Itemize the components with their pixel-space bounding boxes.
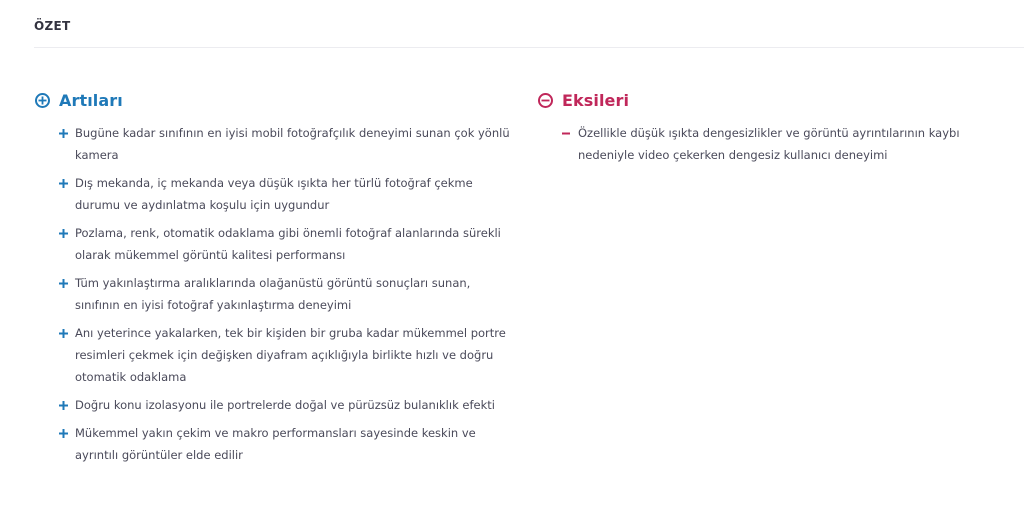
pros-item bbox=[35, 172, 510, 216]
plus-circle-icon bbox=[35, 93, 50, 108]
pros-title: Artıları bbox=[59, 90, 123, 110]
pros-column bbox=[35, 88, 510, 472]
plus-icon bbox=[58, 222, 69, 244]
pros-list bbox=[35, 122, 510, 466]
plus-icon bbox=[58, 122, 69, 144]
cons-title: Eksileri bbox=[562, 90, 630, 110]
cons-list bbox=[538, 122, 998, 166]
minus-icon bbox=[560, 122, 571, 144]
cons-column bbox=[538, 88, 998, 172]
plus-icon bbox=[58, 394, 69, 416]
plus-icon bbox=[58, 272, 69, 294]
divider bbox=[34, 47, 1024, 48]
pros-item bbox=[35, 122, 510, 166]
section-title: ÖZET bbox=[34, 19, 71, 33]
cons-item bbox=[538, 122, 998, 166]
minus-circle-icon bbox=[538, 93, 553, 108]
cons-heading bbox=[538, 88, 998, 112]
plus-icon bbox=[58, 322, 69, 344]
plus-icon bbox=[58, 422, 69, 444]
pros-item-text: Anı yeterince yakalarken, tek bir kişiden bir gruba kadar mükemmel portre resimleri çekmek için değişken diyafram açıklığıyla birlikte hızlı ve doğru otomatik odaklama bbox=[75, 326, 506, 384]
pros-item-text: Tüm yakınlaştırma aralıklarında olağanüstü görüntü sonuçları sunan, sınıfının en iyisi fotoğraf yakınlaştırma deneyimi bbox=[75, 276, 471, 312]
cons-item-text: Özellikle düşük ışıkta dengesizlikler ve görüntü ayrıntılarının kaybı nedeniyle video çekerken dengesiz kullanıcı deneyimi bbox=[578, 126, 960, 162]
pros-item bbox=[35, 272, 510, 316]
pros-item bbox=[35, 222, 510, 266]
pros-item bbox=[35, 394, 510, 416]
pros-item-text: Doğru konu izolasyonu ile portrelerde doğal ve pürüzsüz bulanıklık efekti bbox=[75, 398, 495, 412]
pros-item-text: Dış mekanda, iç mekanda veya düşük ışıkta her türlü fotoğraf çekme durumu ve aydınlatma koşulu için uygundur bbox=[75, 176, 473, 212]
pros-item bbox=[35, 322, 510, 388]
pros-item bbox=[35, 422, 510, 466]
pros-item-text: Mükemmel yakın çekim ve makro performansları sayesinde keskin ve ayrıntılı görüntüler elde edilir bbox=[75, 426, 476, 462]
pros-heading bbox=[35, 88, 510, 112]
plus-icon bbox=[58, 172, 69, 194]
pros-item-text: Bugüne kadar sınıfının en iyisi mobil fotoğrafçılık deneyimi sunan çok yönlü kamera bbox=[75, 126, 510, 162]
pros-item-text: Pozlama, renk, otomatik odaklama gibi önemli fotoğraf alanlarında sürekli olarak mükemmel görüntü kalitesi performansı bbox=[75, 226, 501, 262]
